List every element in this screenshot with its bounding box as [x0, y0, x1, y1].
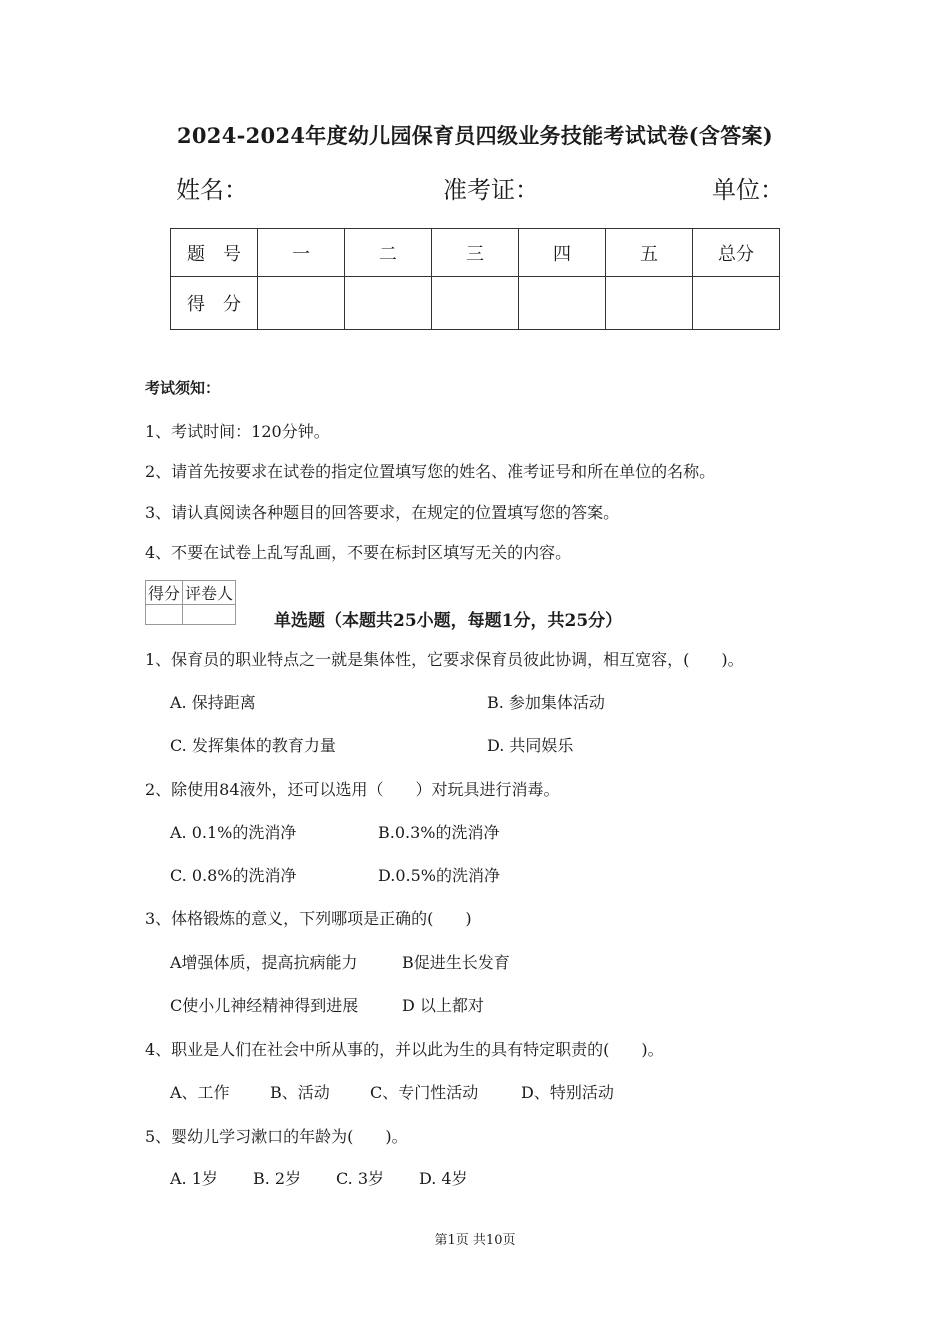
question-option: B、活动	[270, 1083, 330, 1102]
question-option: A. 0.1%的洗消净	[170, 823, 297, 842]
question-option: A增强体质，提高抗病能力	[170, 953, 358, 972]
question-option: C使小儿神经精神得到进展	[170, 996, 359, 1015]
notice-item: 4、不要在试卷上乱写乱画，不要在标封区填写无关的内容。	[145, 543, 572, 562]
notice-item: 2、请首先按要求在试卷的指定位置填写您的姓名、准考证号和所在单位的名称。	[145, 462, 716, 481]
notice-heading: 考试须知：	[145, 379, 221, 397]
question-option: A、工作	[170, 1083, 230, 1102]
question-option: C. 发挥集体的教育力量	[170, 736, 336, 755]
question-option: B.0.3%的洗消净	[378, 823, 500, 842]
score-cell	[258, 277, 345, 330]
grader-name-label: 评卷人	[183, 581, 236, 605]
page-footer: 第1页 共10页	[434, 1233, 516, 1248]
page-title: 2024-2024年度幼儿园保育员四级业务技能考试试卷(含答案)	[176, 123, 774, 148]
question-stem: 5、婴幼儿学习漱口的年龄为( )。	[145, 1127, 408, 1146]
score-table-header-cell: 总分	[693, 229, 780, 277]
question-option: D 以上都对	[402, 996, 484, 1015]
score-table	[170, 228, 780, 330]
section-title: 单选题（本题共25小题，每题1分，共25分）	[274, 611, 623, 631]
score-table-header-row	[171, 229, 780, 277]
score-table-header-cell: 五	[606, 229, 693, 277]
question-option: C. 3岁	[336, 1169, 385, 1188]
question-option: D、特别活动	[521, 1083, 614, 1102]
score-cell	[432, 277, 519, 330]
candidate-info-line	[176, 170, 786, 204]
score-table-header-cell: 三	[432, 229, 519, 277]
question-option: D. 共同娱乐	[487, 736, 574, 755]
grader-score-label: 得分	[146, 581, 183, 605]
question-stem: 4、职业是人们在社会中所从事的，并以此为生的具有特定职责的( )。	[145, 1040, 664, 1059]
score-cell	[606, 277, 693, 330]
unit-label: 单位：	[712, 176, 784, 204]
score-cell	[345, 277, 432, 330]
score-cell	[519, 277, 606, 330]
name-label: 姓名：	[176, 176, 248, 204]
question-option: B. 参加集体活动	[487, 693, 605, 712]
question-option: A. 保持距离	[170, 693, 256, 712]
score-cell	[693, 277, 780, 330]
grader-box	[145, 580, 236, 625]
notice-item: 1、考试时间：120分钟。	[145, 422, 330, 441]
score-table-score-row	[171, 277, 780, 330]
question-option: D.0.5%的洗消净	[378, 866, 500, 885]
score-row-label: 得 分	[171, 277, 258, 330]
exam-number-label: 准考证：	[443, 176, 539, 204]
score-table-header-cell: 二	[345, 229, 432, 277]
grader-name-cell	[183, 605, 236, 625]
score-table-header-cell: 一	[258, 229, 345, 277]
question-option: A. 1岁	[170, 1169, 218, 1188]
question-stem: 3、体格锻炼的意义，下列哪项是正确的( )	[145, 909, 472, 928]
question-option: C、专门性活动	[370, 1083, 479, 1102]
question-option: B. 2岁	[253, 1169, 302, 1188]
question-stem: 1、保育员的职业特点之一就是集体性，它要求保育员彼此协调，相互宽容，( )。	[145, 650, 744, 669]
grader-score-cell	[146, 605, 183, 625]
score-table-header-cell: 题 号	[171, 229, 258, 277]
score-table-header-cell: 四	[519, 229, 606, 277]
notice-item: 3、请认真阅读各种题目的回答要求，在规定的位置填写您的答案。	[145, 503, 620, 522]
question-option: D. 4岁	[419, 1169, 468, 1188]
question-option: B促进生长发育	[402, 953, 510, 972]
question-stem: 2、除使用84液外，还可以选用（ ）对玩具进行消毒。	[145, 780, 560, 799]
question-option: C. 0.8%的洗消净	[170, 866, 297, 885]
